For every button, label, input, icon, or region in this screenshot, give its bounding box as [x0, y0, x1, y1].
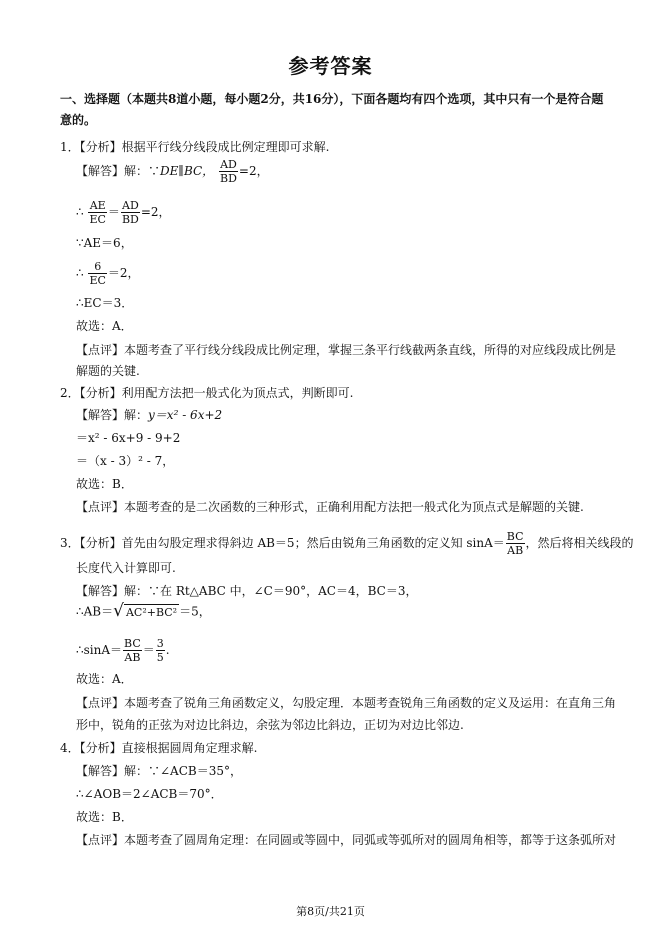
q1-eq-two: ＝2，	[107, 266, 140, 280]
q2-comment: 【点评】本题考查的是二次函数的三种形式，正确利用配方法把一般式化为顶点式是解题的关键.	[76, 500, 584, 514]
q1-comment-2: 解题的关键.	[76, 364, 140, 378]
frac-numerator: 3	[156, 637, 164, 650]
equals-sign: ＝	[142, 643, 155, 657]
q1-ae-given: ∵AE＝6，	[76, 236, 133, 250]
q2-analysis: 2．【分析】利用配方法把一般式化为顶点式，判断即可.	[60, 386, 354, 400]
q3-analysis-pre: 3．【分析】首先由勾股定理求得斜边 AB＝5；然后由锐角三角函数的定义知 sinA＝	[60, 536, 505, 550]
q1-ec-result: ∴EC＝3．	[76, 296, 134, 310]
q4-analysis: 4．【分析】直接根据圆周角定理求解.	[60, 741, 258, 755]
radical-sign: √	[113, 601, 124, 621]
fraction-6-ec	[88, 260, 106, 287]
q3-choice: 故选：A．	[76, 672, 133, 686]
q3-comment-2: 形中，锐角的正弦为对边比斜边，余弦为邻边比斜边，正切为对边比邻边.	[76, 718, 464, 732]
q2-solve-line	[76, 407, 222, 423]
q2-choice: 故选：B．	[76, 477, 133, 491]
frac-denominator: EC	[89, 274, 106, 287]
q3-sin-line	[76, 637, 170, 664]
q2-step-2: ＝（x - 3）² - 7，	[76, 454, 175, 468]
q4-step: ∴∠AOB＝2∠ACB＝70°．	[76, 787, 223, 801]
q3-analysis-line	[60, 530, 634, 557]
frac-numerator: 6	[88, 260, 106, 274]
q1-choice: 故选：A．	[76, 319, 133, 333]
q2-expression: y＝x² - 6x+2	[148, 408, 223, 422]
fraction-bc-ab-2	[123, 637, 142, 664]
frac-denominator: AB	[507, 544, 524, 557]
square-root	[113, 603, 179, 621]
q3-analysis-2: 长度代入计算即可.	[76, 561, 176, 575]
frac-denominator: 5	[156, 651, 164, 664]
fraction-3-5	[156, 637, 165, 664]
q3-comment-1: 【点评】本题考查了锐角三角函数定义，勾股定理．本题考查锐角三角函数的定义及运用：在直角三角	[76, 696, 617, 710]
frac-numerator: BC	[124, 637, 141, 650]
q3-ab-label: ∴AB＝	[76, 604, 114, 619]
frac-numerator: AE	[89, 199, 106, 212]
therefore-symbol: ∴	[76, 205, 84, 219]
q1-solution-line	[76, 158, 269, 185]
fraction-ad-bd	[219, 158, 238, 185]
therefore-symbol: ∴	[76, 266, 84, 280]
sqrt-radicand: AC²+BC²	[125, 606, 178, 619]
q4-choice: 故选：B．	[76, 810, 133, 824]
q3-analysis-post: ，然后将相关线段的	[525, 536, 634, 550]
q1-six-line	[76, 260, 140, 287]
fraction-bc-ab	[506, 530, 525, 557]
q1-ratio-line	[76, 199, 171, 226]
frac-denominator: EC	[89, 213, 106, 226]
frac-numerator: AD	[122, 199, 139, 212]
section-heading: 一、选择题（本题共8道小题，每小题2分，共16分），下面各题均有四个选项，其中只有一个是符合题意的。	[60, 92, 604, 127]
q1-comment-1: 【点评】本题考查了平行线分线段成比例定理，掌握三条平行线截两条直线，所得的对应线段成比例是	[76, 343, 617, 357]
q3-sin-label: ∴sinA＝	[76, 643, 123, 657]
period: .	[165, 643, 170, 657]
frac-numerator: BC	[506, 530, 524, 543]
q2-step-1: ＝x² - 6x+9 - 9+2	[76, 431, 181, 445]
q1-eq2: =2，	[238, 164, 269, 178]
q1-solve-label: 【解答】解：∵	[76, 164, 161, 178]
equals-sign: ＝	[107, 205, 120, 219]
fraction-ae-ec	[88, 199, 106, 226]
frac-denominator: BD	[220, 172, 237, 185]
q4-comment: 【点评】本题考查了圆周角定理：在同圆或等圆中，同弧或等弧所对的圆周角相等，都等于这条弧所对	[76, 833, 617, 847]
q3-solve: 【解答】解：∵在 Rt△ABC 中，∠C＝90°，AC＝4，BC＝3，	[76, 584, 418, 598]
q3-ab-result: ＝5，	[179, 604, 211, 619]
page-title: 参考答案	[288, 54, 373, 78]
q1-de-parallel: DE∥BC，	[160, 164, 215, 178]
q4-solve: 【解答】解：∵∠ACB＝35°，	[76, 764, 242, 778]
fraction-ad-bd-2	[121, 199, 140, 226]
frac-denominator: BD	[121, 213, 139, 226]
q3-ab-line	[76, 603, 211, 621]
page-footer: 第8页/共21页	[296, 905, 365, 918]
q2-solve-label: 【解答】解：	[76, 408, 149, 422]
q1-eq2-b: =2，	[140, 205, 171, 219]
frac-denominator: AB	[124, 651, 141, 664]
frac-numerator: AD	[220, 158, 237, 171]
q1-analysis: 1．【分析】根据平行线分线段成比例定理即可求解.	[60, 140, 330, 154]
